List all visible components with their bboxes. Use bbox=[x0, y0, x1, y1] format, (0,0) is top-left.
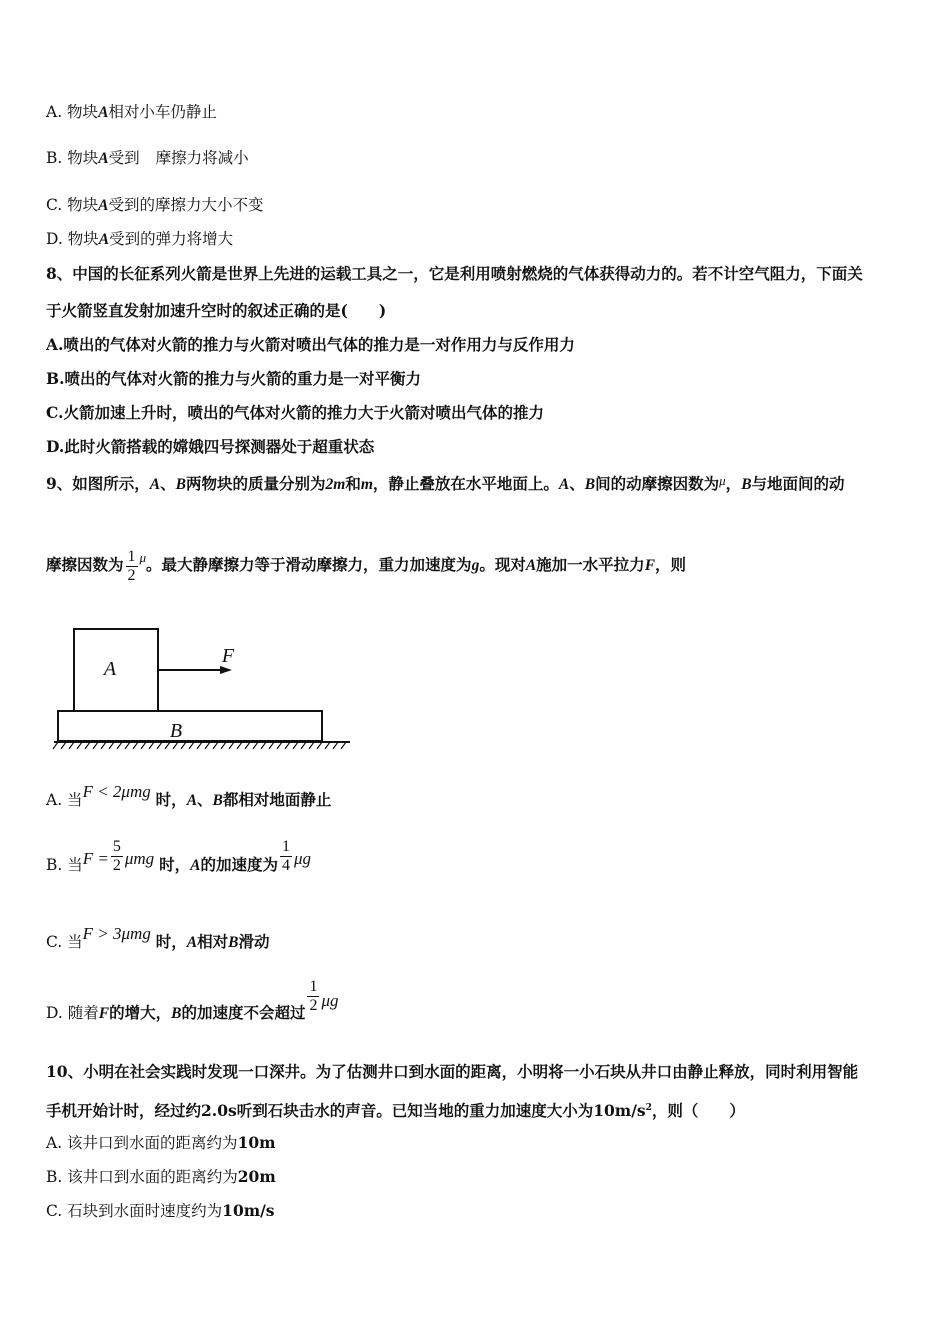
q8-option-c: C.火箭加速上升时，喷出的气体对火箭的推力大于火箭对喷出气体的推力 bbox=[46, 403, 544, 422]
q9-b-fraction2: $\frac{1}{4}$ bbox=[281, 838, 290, 874]
q9-b-fraction: $\frac{5}{2}$ bbox=[112, 838, 121, 874]
q8-option-d: D.此时火箭搭载的嫦娥四号探测器处于超重状态 bbox=[46, 437, 375, 456]
force-arrow-head bbox=[220, 666, 232, 674]
q9-d-fraction: $\frac{1}{2}$ bbox=[309, 978, 318, 1014]
q8-option-b: B.喷出的气体对火箭的推力与火箭的重力是一对平衡力 bbox=[46, 369, 421, 388]
q9-option-b: B. 当F = $\frac{5}{2}$ μmg 时，A的加速度为 $\frac{1}{4}$ μg bbox=[46, 838, 312, 874]
q10-option-b: B. 该井口到水面的距离约为20m bbox=[46, 1167, 276, 1186]
q9-option-d: D. 随着F的增大，B的加速度不会超过 $\frac{1}{2}$ μg bbox=[46, 978, 339, 1022]
q10-option-a: A. 该井口到水面的距离约为10m bbox=[46, 1133, 276, 1152]
q7-option-d: D. 物块A受到的弹力将增大 bbox=[46, 230, 234, 248]
q8-stem-line2: 于火箭竖直发射加速升空时的叙述正确的是( ) bbox=[46, 301, 387, 320]
q10-option-c: C. 石块到水面时速度约为10m/s bbox=[46, 1201, 275, 1220]
force-label: F bbox=[221, 645, 235, 667]
block-a-label: A bbox=[103, 658, 117, 680]
q9-diagram bbox=[52, 622, 354, 750]
q9-stem-line1: 9、如图所示，A、B两物块的质量分别为2m和m，静止叠放在水平地面上。A、B间的动摩擦因数为$^\mu$，B与地面间的动 bbox=[46, 473, 845, 493]
q8-option-a: A.喷出的气体对火箭的推力与火箭对喷出气体的推力是一对作用力与反作用力 bbox=[46, 335, 575, 354]
q9-option-c: C. 当F > 3μmg 时，A相对B滑动 bbox=[46, 924, 270, 951]
q10-stem-line1: 10、小明在社会实践时发现一口深井。为了估测井口到水面的距离，小明将一小石块从井口由静止释放，同时利用智能 bbox=[46, 1062, 859, 1081]
q8-stem-line1: 8、中国的长征系列火箭是世界上先进的运载工具之一，它是利用喷射燃烧的气体获得动力的。若不计空气阻力，下面关 bbox=[46, 264, 863, 283]
q9-option-a: A. 当F < 2μmg 时，A、B都相对地面静止 bbox=[46, 782, 332, 809]
q7-option-c: C. 物块A受到的摩擦力大小不变 bbox=[46, 196, 264, 214]
q9-stem-fraction: $\frac{1}{2}$ bbox=[127, 547, 136, 584]
q7-option-a: A. 物块A相对小车仍静止 bbox=[46, 103, 217, 121]
q10-stem-line2: 手机开始计时，经过约2.0s听到石块击水的声音。已知当地的重力加速度大小为$10m/s^2$，则（ ） bbox=[46, 1101, 745, 1121]
ground-hatching bbox=[53, 742, 346, 749]
block-b bbox=[58, 711, 322, 741]
q9-stem-line2: 摩擦因数为 $\frac{1}{2}$ $^\mu$。最大静摩擦力等于滑动摩擦力，重力加速度为g。现对A施加一水平拉力F，则 bbox=[46, 547, 687, 584]
block-b-label: B bbox=[169, 720, 183, 742]
q7-option-b: B. 物块A受到 摩擦力将减小 bbox=[46, 149, 249, 167]
